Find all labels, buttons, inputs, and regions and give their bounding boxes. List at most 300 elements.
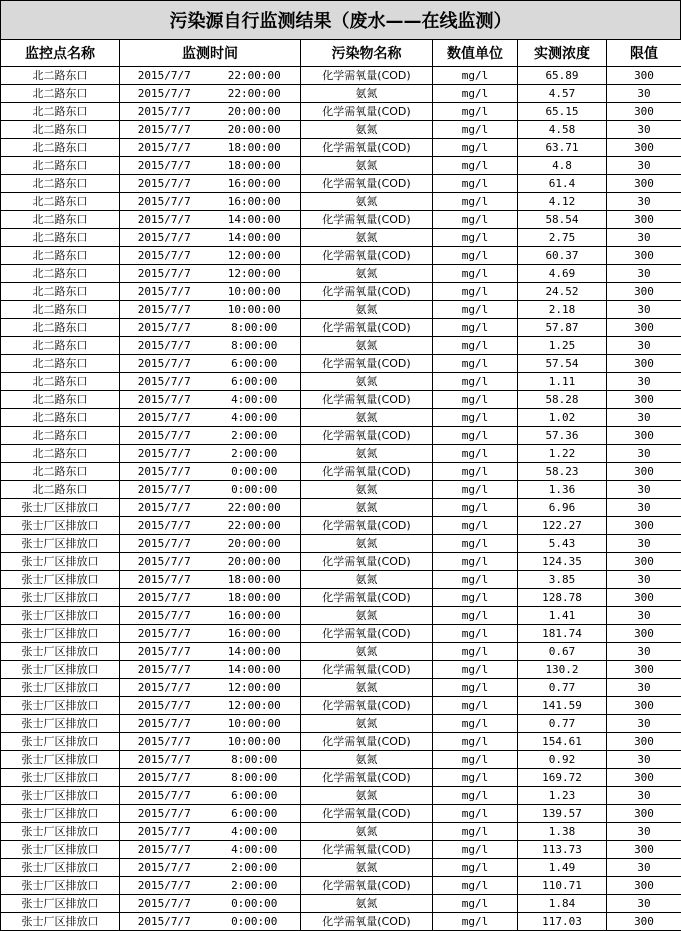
cell-unit: mg/l: [433, 787, 518, 805]
cell-date: 2015/7/7: [120, 301, 209, 319]
cell-pollutant: 化学需氧量(COD): [301, 517, 433, 535]
cell-unit: mg/l: [433, 103, 518, 121]
cell-site: 北二路东口: [1, 157, 120, 175]
cell-pollutant: 氨氮: [301, 607, 433, 625]
cell-pollutant: 氨氮: [301, 751, 433, 769]
cell-site: 北二路东口: [1, 67, 120, 85]
table-row: [1, 913, 681, 931]
cell-unit: mg/l: [433, 373, 518, 391]
cell-time: 14:00:00: [209, 211, 301, 229]
cell-date: 2015/7/7: [120, 427, 209, 445]
cell-limit: 30: [607, 301, 681, 319]
cell-pollutant: 氨氮: [301, 445, 433, 463]
cell-site: 张士厂区排放口: [1, 679, 120, 697]
cell-pollutant: 化学需氧量(COD): [301, 769, 433, 787]
sheet-title: 污染源自行监测结果（废水——在线监测）: [0, 0, 681, 40]
cell-unit: mg/l: [433, 301, 518, 319]
cell-limit: 300: [607, 103, 681, 121]
cell-date: 2015/7/7: [120, 67, 209, 85]
cell-time: 0:00:00: [209, 481, 301, 499]
cell-time: 22:00:00: [209, 67, 301, 85]
cell-time: 18:00:00: [209, 139, 301, 157]
cell-site: 张士厂区排放口: [1, 895, 120, 913]
cell-limit: 30: [607, 85, 681, 103]
cell-unit: mg/l: [433, 661, 518, 679]
cell-site: 北二路东口: [1, 265, 120, 283]
cell-pollutant: 氨氮: [301, 715, 433, 733]
cell-limit: 300: [607, 877, 681, 895]
cell-unit: mg/l: [433, 229, 518, 247]
cell-pollutant: 氨氮: [301, 823, 433, 841]
cell-site: 张士厂区排放口: [1, 913, 120, 931]
cell-limit: 300: [607, 661, 681, 679]
cell-value: 110.71: [518, 877, 607, 895]
table-row: [1, 427, 681, 445]
cell-date: 2015/7/7: [120, 661, 209, 679]
cell-limit: 300: [607, 355, 681, 373]
table-row: [1, 103, 681, 121]
cell-date: 2015/7/7: [120, 85, 209, 103]
cell-limit: 30: [607, 787, 681, 805]
cell-value: 63.71: [518, 139, 607, 157]
table-row: [1, 751, 681, 769]
cell-site: 北二路东口: [1, 319, 120, 337]
table-row: [1, 499, 681, 517]
table-row: [1, 625, 681, 643]
header-site: 监控点名称: [1, 40, 120, 67]
cell-unit: mg/l: [433, 535, 518, 553]
cell-pollutant: 化学需氧量(COD): [301, 733, 433, 751]
cell-limit: 300: [607, 247, 681, 265]
cell-unit: mg/l: [433, 751, 518, 769]
table-row: [1, 355, 681, 373]
cell-value: 1.41: [518, 607, 607, 625]
table-row: [1, 67, 681, 85]
cell-pollutant: 化学需氧量(COD): [301, 283, 433, 301]
cell-date: 2015/7/7: [120, 841, 209, 859]
cell-unit: mg/l: [433, 67, 518, 85]
cell-value: 60.37: [518, 247, 607, 265]
cell-limit: 30: [607, 715, 681, 733]
table-row: [1, 265, 681, 283]
cell-site: 北二路东口: [1, 85, 120, 103]
table-row: [1, 463, 681, 481]
cell-time: 2:00:00: [209, 859, 301, 877]
cell-pollutant: 氨氮: [301, 121, 433, 139]
cell-date: 2015/7/7: [120, 805, 209, 823]
cell-limit: 300: [607, 589, 681, 607]
cell-date: 2015/7/7: [120, 319, 209, 337]
cell-unit: mg/l: [433, 85, 518, 103]
cell-time: 12:00:00: [209, 679, 301, 697]
cell-pollutant: 氨氮: [301, 85, 433, 103]
cell-value: 58.54: [518, 211, 607, 229]
cell-date: 2015/7/7: [120, 175, 209, 193]
cell-limit: 30: [607, 193, 681, 211]
cell-value: 4.57: [518, 85, 607, 103]
cell-date: 2015/7/7: [120, 103, 209, 121]
table-row: [1, 895, 681, 913]
table-row: [1, 301, 681, 319]
table-row: [1, 445, 681, 463]
cell-site: 张士厂区排放口: [1, 715, 120, 733]
cell-date: 2015/7/7: [120, 265, 209, 283]
cell-limit: 300: [607, 553, 681, 571]
cell-site: 张士厂区排放口: [1, 877, 120, 895]
cell-value: 2.75: [518, 229, 607, 247]
cell-value: 0.77: [518, 715, 607, 733]
cell-unit: mg/l: [433, 859, 518, 877]
cell-site: 张士厂区排放口: [1, 841, 120, 859]
cell-pollutant: 氨氮: [301, 229, 433, 247]
cell-time: 18:00:00: [209, 157, 301, 175]
cell-limit: 30: [607, 535, 681, 553]
cell-value: 57.87: [518, 319, 607, 337]
cell-pollutant: 化学需氧量(COD): [301, 211, 433, 229]
cell-date: 2015/7/7: [120, 391, 209, 409]
cell-pollutant: 化学需氧量(COD): [301, 553, 433, 571]
cell-limit: 300: [607, 427, 681, 445]
cell-date: 2015/7/7: [120, 607, 209, 625]
cell-limit: 300: [607, 139, 681, 157]
cell-date: 2015/7/7: [120, 373, 209, 391]
cell-value: 124.35: [518, 553, 607, 571]
cell-pollutant: 氨氮: [301, 337, 433, 355]
cell-site: 北二路东口: [1, 391, 120, 409]
cell-site: 张士厂区排放口: [1, 607, 120, 625]
cell-time: 10:00:00: [209, 733, 301, 751]
table-row: [1, 733, 681, 751]
cell-time: 4:00:00: [209, 409, 301, 427]
cell-date: 2015/7/7: [120, 355, 209, 373]
cell-pollutant: 氨氮: [301, 301, 433, 319]
header-limit: 限值: [607, 40, 681, 67]
cell-unit: mg/l: [433, 697, 518, 715]
table-row: [1, 661, 681, 679]
table-row: [1, 805, 681, 823]
cell-pollutant: 氨氮: [301, 193, 433, 211]
cell-value: 61.4: [518, 175, 607, 193]
table-row: [1, 877, 681, 895]
cell-limit: 30: [607, 409, 681, 427]
cell-date: 2015/7/7: [120, 193, 209, 211]
cell-unit: mg/l: [433, 571, 518, 589]
cell-value: 130.2: [518, 661, 607, 679]
cell-time: 6:00:00: [209, 355, 301, 373]
cell-site: 北二路东口: [1, 121, 120, 139]
cell-time: 8:00:00: [209, 751, 301, 769]
cell-pollutant: 化学需氧量(COD): [301, 625, 433, 643]
cell-value: 1.02: [518, 409, 607, 427]
cell-pollutant: 化学需氧量(COD): [301, 175, 433, 193]
cell-value: 113.73: [518, 841, 607, 859]
table-row: [1, 211, 681, 229]
cell-limit: 300: [607, 697, 681, 715]
cell-time: 22:00:00: [209, 517, 301, 535]
cell-unit: mg/l: [433, 139, 518, 157]
cell-date: 2015/7/7: [120, 337, 209, 355]
cell-pollutant: 化学需氧量(COD): [301, 697, 433, 715]
cell-site: 张士厂区排放口: [1, 751, 120, 769]
cell-time: 16:00:00: [209, 625, 301, 643]
header-row: [1, 40, 681, 67]
cell-date: 2015/7/7: [120, 895, 209, 913]
cell-date: 2015/7/7: [120, 409, 209, 427]
cell-limit: 30: [607, 337, 681, 355]
cell-site: 北二路东口: [1, 463, 120, 481]
cell-time: 4:00:00: [209, 841, 301, 859]
cell-pollutant: 化学需氧量(COD): [301, 805, 433, 823]
cell-date: 2015/7/7: [120, 823, 209, 841]
cell-site: 北二路东口: [1, 337, 120, 355]
cell-site: 北二路东口: [1, 283, 120, 301]
cell-site: 张士厂区排放口: [1, 805, 120, 823]
cell-time: 6:00:00: [209, 373, 301, 391]
cell-date: 2015/7/7: [120, 211, 209, 229]
cell-unit: mg/l: [433, 175, 518, 193]
cell-time: 16:00:00: [209, 175, 301, 193]
cell-site: 北二路东口: [1, 229, 120, 247]
cell-limit: 300: [607, 625, 681, 643]
cell-pollutant: 化学需氧量(COD): [301, 913, 433, 931]
cell-date: 2015/7/7: [120, 733, 209, 751]
cell-time: 0:00:00: [209, 913, 301, 931]
cell-unit: mg/l: [433, 715, 518, 733]
cell-date: 2015/7/7: [120, 535, 209, 553]
cell-site: 北二路东口: [1, 445, 120, 463]
cell-pollutant: 氨氮: [301, 157, 433, 175]
cell-value: 4.69: [518, 265, 607, 283]
cell-date: 2015/7/7: [120, 913, 209, 931]
cell-unit: mg/l: [433, 337, 518, 355]
cell-site: 北二路东口: [1, 409, 120, 427]
cell-limit: 30: [607, 571, 681, 589]
cell-pollutant: 化学需氧量(COD): [301, 661, 433, 679]
cell-site: 张士厂区排放口: [1, 769, 120, 787]
cell-time: 10:00:00: [209, 301, 301, 319]
cell-limit: 30: [607, 265, 681, 283]
cell-unit: mg/l: [433, 499, 518, 517]
cell-date: 2015/7/7: [120, 121, 209, 139]
cell-date: 2015/7/7: [120, 463, 209, 481]
cell-value: 1.84: [518, 895, 607, 913]
cell-value: 128.78: [518, 589, 607, 607]
cell-site: 北二路东口: [1, 103, 120, 121]
cell-site: 张士厂区排放口: [1, 499, 120, 517]
cell-value: 181.74: [518, 625, 607, 643]
cell-pollutant: 化学需氧量(COD): [301, 391, 433, 409]
table-row: [1, 283, 681, 301]
cell-unit: mg/l: [433, 877, 518, 895]
cell-limit: 30: [607, 823, 681, 841]
cell-limit: 30: [607, 229, 681, 247]
cell-limit: 300: [607, 463, 681, 481]
cell-unit: mg/l: [433, 265, 518, 283]
cell-site: 北二路东口: [1, 193, 120, 211]
cell-value: 0.77: [518, 679, 607, 697]
cell-unit: mg/l: [433, 895, 518, 913]
cell-value: 65.15: [518, 103, 607, 121]
cell-limit: 300: [607, 211, 681, 229]
cell-pollutant: 化学需氧量(COD): [301, 67, 433, 85]
table-row: [1, 841, 681, 859]
cell-pollutant: 氨氮: [301, 787, 433, 805]
cell-unit: mg/l: [433, 643, 518, 661]
table-row: [1, 85, 681, 103]
table-row: [1, 715, 681, 733]
table-row: [1, 247, 681, 265]
cell-time: 18:00:00: [209, 571, 301, 589]
cell-date: 2015/7/7: [120, 157, 209, 175]
cell-time: 16:00:00: [209, 193, 301, 211]
table-row: [1, 571, 681, 589]
cell-value: 1.11: [518, 373, 607, 391]
table-row: [1, 409, 681, 427]
cell-site: 张士厂区排放口: [1, 589, 120, 607]
cell-date: 2015/7/7: [120, 445, 209, 463]
cell-pollutant: 氨氮: [301, 895, 433, 913]
cell-value: 58.23: [518, 463, 607, 481]
cell-date: 2015/7/7: [120, 769, 209, 787]
header-pollutant: 污染物名称: [301, 40, 433, 67]
table-row: [1, 607, 681, 625]
cell-value: 1.25: [518, 337, 607, 355]
cell-value: 1.36: [518, 481, 607, 499]
table-row: [1, 391, 681, 409]
cell-time: 8:00:00: [209, 337, 301, 355]
cell-unit: mg/l: [433, 355, 518, 373]
table-row: [1, 679, 681, 697]
cell-pollutant: 氨氮: [301, 373, 433, 391]
table-row: [1, 535, 681, 553]
table-row: [1, 787, 681, 805]
cell-limit: 300: [607, 769, 681, 787]
cell-value: 122.27: [518, 517, 607, 535]
cell-date: 2015/7/7: [120, 643, 209, 661]
cell-site: 张士厂区排放口: [1, 517, 120, 535]
cell-date: 2015/7/7: [120, 625, 209, 643]
cell-limit: 300: [607, 517, 681, 535]
cell-site: 张士厂区排放口: [1, 643, 120, 661]
cell-pollutant: 氨氮: [301, 499, 433, 517]
cell-unit: mg/l: [433, 427, 518, 445]
header-value: 实测浓度: [518, 40, 607, 67]
table-row: [1, 229, 681, 247]
cell-limit: 30: [607, 895, 681, 913]
cell-value: 1.38: [518, 823, 607, 841]
cell-unit: mg/l: [433, 553, 518, 571]
cell-date: 2015/7/7: [120, 589, 209, 607]
cell-value: 3.85: [518, 571, 607, 589]
cell-time: 12:00:00: [209, 247, 301, 265]
cell-site: 张士厂区排放口: [1, 697, 120, 715]
cell-unit: mg/l: [433, 517, 518, 535]
cell-limit: 300: [607, 175, 681, 193]
cell-limit: 300: [607, 67, 681, 85]
cell-date: 2015/7/7: [120, 715, 209, 733]
cell-time: 22:00:00: [209, 499, 301, 517]
cell-time: 8:00:00: [209, 769, 301, 787]
cell-unit: mg/l: [433, 121, 518, 139]
cell-unit: mg/l: [433, 319, 518, 337]
cell-limit: 30: [607, 679, 681, 697]
cell-value: 1.23: [518, 787, 607, 805]
cell-pollutant: 氨氮: [301, 409, 433, 427]
cell-date: 2015/7/7: [120, 139, 209, 157]
cell-date: 2015/7/7: [120, 229, 209, 247]
cell-time: 20:00:00: [209, 535, 301, 553]
cell-pollutant: 氨氮: [301, 481, 433, 499]
cell-site: 张士厂区排放口: [1, 625, 120, 643]
cell-value: 0.67: [518, 643, 607, 661]
cell-time: 0:00:00: [209, 463, 301, 481]
table-row: [1, 553, 681, 571]
cell-unit: mg/l: [433, 391, 518, 409]
cell-time: 6:00:00: [209, 805, 301, 823]
header-unit: 数值单位: [433, 40, 518, 67]
table-row: [1, 139, 681, 157]
cell-limit: 300: [607, 283, 681, 301]
cell-limit: 30: [607, 499, 681, 517]
cell-site: 张士厂区排放口: [1, 553, 120, 571]
cell-unit: mg/l: [433, 607, 518, 625]
cell-limit: 30: [607, 481, 681, 499]
table-row: [1, 517, 681, 535]
table-row: [1, 373, 681, 391]
cell-site: 北二路东口: [1, 481, 120, 499]
cell-date: 2015/7/7: [120, 877, 209, 895]
cell-unit: mg/l: [433, 679, 518, 697]
cell-limit: 30: [607, 445, 681, 463]
cell-time: 14:00:00: [209, 229, 301, 247]
cell-value: 6.96: [518, 499, 607, 517]
table-body: [1, 67, 681, 931]
table-row: [1, 589, 681, 607]
cell-value: 24.52: [518, 283, 607, 301]
cell-limit: 30: [607, 859, 681, 877]
cell-pollutant: 氨氮: [301, 535, 433, 553]
cell-value: 169.72: [518, 769, 607, 787]
cell-limit: 30: [607, 607, 681, 625]
cell-date: 2015/7/7: [120, 499, 209, 517]
cell-pollutant: 化学需氧量(COD): [301, 463, 433, 481]
cell-unit: mg/l: [433, 481, 518, 499]
cell-pollutant: 化学需氧量(COD): [301, 589, 433, 607]
cell-pollutant: 氨氮: [301, 859, 433, 877]
cell-time: 12:00:00: [209, 265, 301, 283]
cell-time: 2:00:00: [209, 877, 301, 895]
table-row: [1, 319, 681, 337]
cell-date: 2015/7/7: [120, 859, 209, 877]
cell-time: 2:00:00: [209, 445, 301, 463]
cell-date: 2015/7/7: [120, 751, 209, 769]
cell-unit: mg/l: [433, 841, 518, 859]
cell-time: 16:00:00: [209, 607, 301, 625]
cell-limit: 30: [607, 751, 681, 769]
cell-value: 65.89: [518, 67, 607, 85]
cell-value: 1.49: [518, 859, 607, 877]
table-row: [1, 643, 681, 661]
cell-date: 2015/7/7: [120, 787, 209, 805]
cell-unit: mg/l: [433, 769, 518, 787]
cell-date: 2015/7/7: [120, 481, 209, 499]
cell-pollutant: 化学需氧量(COD): [301, 247, 433, 265]
cell-value: 5.43: [518, 535, 607, 553]
cell-unit: mg/l: [433, 247, 518, 265]
cell-time: 20:00:00: [209, 121, 301, 139]
cell-site: 张士厂区排放口: [1, 535, 120, 553]
cell-unit: mg/l: [433, 193, 518, 211]
